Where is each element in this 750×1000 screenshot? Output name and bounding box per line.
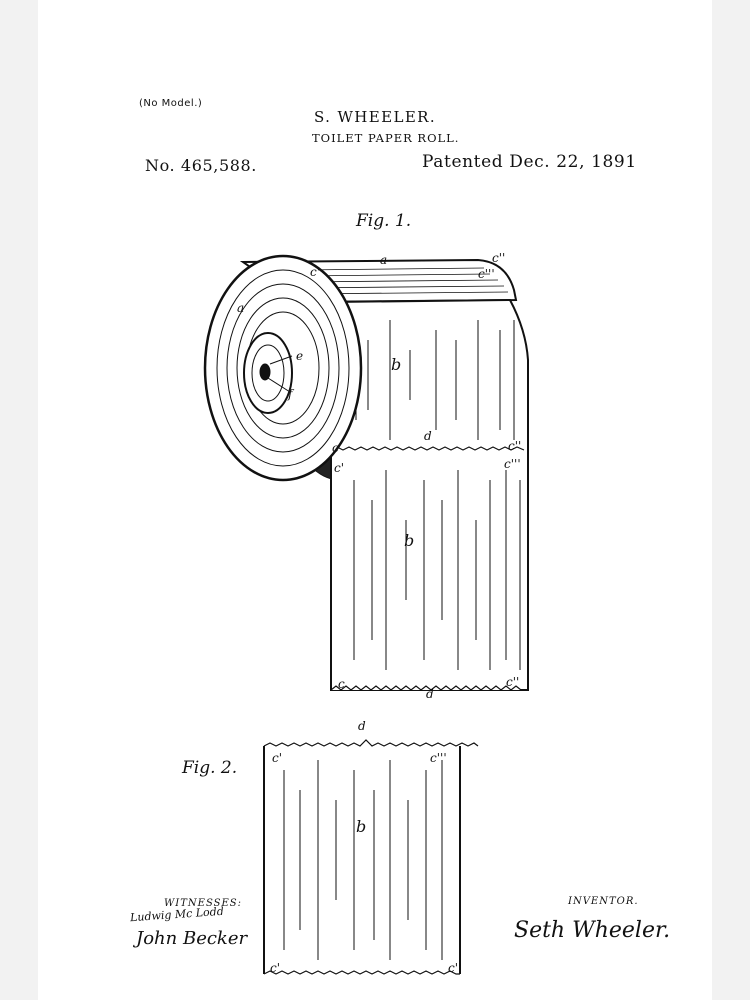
label-a-top: a (380, 253, 388, 267)
label-c1-top: c' (310, 265, 321, 279)
label-a: a (237, 301, 245, 315)
patent-drawing (38, 0, 712, 1000)
label-c3-upper-right: c''' (504, 457, 521, 471)
label-d-bottom: d (426, 687, 434, 701)
label-d-fig2: d (358, 719, 366, 733)
label-c2-top: c'' (492, 251, 506, 265)
inventor-signature: Seth Wheeler. (514, 918, 671, 943)
witness-2-signature: John Becker (136, 928, 248, 949)
label-c1-fig2-bottom: c' (270, 961, 281, 975)
patent-number: No. 465,588. (145, 156, 257, 175)
witness-1-signature: Ludwig Mc Lodd (129, 904, 225, 925)
label-c3-fig2-top: c''' (430, 751, 447, 765)
label-c2-upper-right: c'' (508, 439, 522, 453)
label-f: f (288, 387, 293, 401)
figure-1-label: Fig. 1. (356, 211, 412, 231)
label-c2-fig2-bottom: c'' (448, 961, 462, 975)
patent-sheet (38, 0, 712, 1000)
label-e: e (296, 349, 304, 363)
patent-date: Patented Dec. 22, 1891 (422, 152, 637, 172)
label-c1-upper-left: c' (334, 461, 345, 475)
witnesses-label: WITNESSES: (164, 898, 242, 909)
label-c1-fig2-top: c' (272, 751, 283, 765)
figure-2-sheet (264, 740, 478, 974)
fig2-shading (284, 760, 442, 960)
figure-2-label: Fig. 2. (182, 758, 238, 778)
label-c-upper-left: c (332, 441, 339, 455)
figure-1-roll (205, 256, 528, 690)
inventor-name-heading: S. WHEELER. (314, 108, 437, 126)
label-b-upper: b (391, 355, 402, 374)
label-d-upper: d (424, 429, 432, 443)
patent-subject: TOILET PAPER ROLL. (312, 131, 460, 145)
label-b-fig2: b (356, 817, 367, 836)
label-c3-top: c''' (478, 267, 495, 281)
label-c-bottom: c (338, 677, 345, 691)
model-note: (No Model.) (139, 98, 203, 109)
inventor-label: INVENTOR. (568, 896, 639, 907)
label-c2-bottom: c'' (506, 675, 520, 689)
label-b-lower: b (404, 531, 415, 550)
